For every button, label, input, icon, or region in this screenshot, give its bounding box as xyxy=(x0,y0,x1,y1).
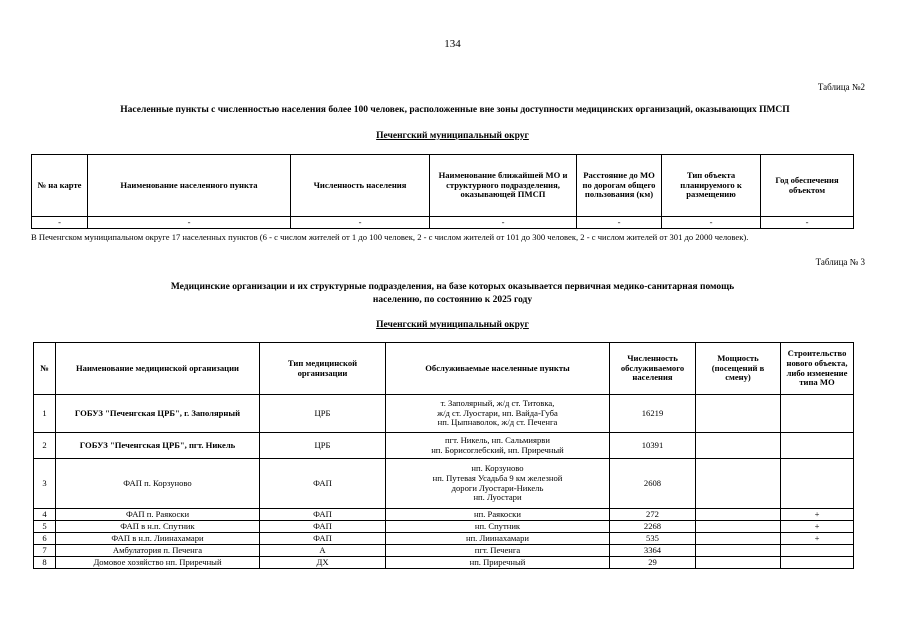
organization-name: ФАП в н.п. Лиинахамари xyxy=(56,533,260,545)
organization-type: ФАП xyxy=(260,533,386,545)
table2-note: В Печенгском муниципальном округе 17 населенных пунктов (6 - с числом жителей от 1 до 100 человек, 2 - с числом жителей от 101 до 300 человек, 2 - с числом жителей от 301 до 2000 человек). xyxy=(31,232,749,242)
capacity xyxy=(696,533,781,545)
served-population: 16219 xyxy=(610,395,696,433)
construction-mark: + xyxy=(781,533,854,545)
served-population: 2608 xyxy=(610,459,696,509)
table3-header-cell: Численность обслуживаемого населения xyxy=(610,343,696,395)
table2-header-cell: № на карте xyxy=(32,155,88,217)
table3-header-cell: Наименование медицинской организации xyxy=(56,343,260,395)
capacity xyxy=(696,509,781,521)
served-population: 535 xyxy=(610,533,696,545)
table-row xyxy=(34,509,854,521)
construction-mark xyxy=(781,557,854,569)
organization-name: ФАП в н.п. Спутник xyxy=(56,521,260,533)
served-population: 3364 xyxy=(610,545,696,557)
organization-name: ФАП п. Корзуново xyxy=(56,459,260,509)
construction-mark: + xyxy=(781,509,854,521)
table2-district: Печенгский муниципальный округ xyxy=(376,131,529,141)
organization-type: ФАП xyxy=(260,509,386,521)
table-row xyxy=(34,521,854,533)
row-number: 4 xyxy=(34,509,56,521)
organization-name: ГОБУЗ "Печенгская ЦРБ", пгт. Никель xyxy=(56,433,260,459)
table2-header-cell: Год обеспечения объектом xyxy=(761,155,854,217)
table2-cell: - xyxy=(88,217,291,229)
organization-type: ЦРБ xyxy=(260,395,386,433)
construction-mark xyxy=(781,395,854,433)
capacity xyxy=(696,433,781,459)
table-row xyxy=(34,545,854,557)
organization-name: Амбулатория п. Печенга xyxy=(56,545,260,557)
table3-header-cell: Обслуживаемые населенные пункты xyxy=(386,343,610,395)
table3-header-row xyxy=(34,343,854,395)
table2-cell: - xyxy=(32,217,88,229)
table2-cell: - xyxy=(662,217,761,229)
served-settlements: нп. Спутник xyxy=(386,521,610,533)
served-population: 2268 xyxy=(610,521,696,533)
row-number: 7 xyxy=(34,545,56,557)
capacity xyxy=(696,557,781,569)
capacity xyxy=(696,545,781,557)
page-number: 134 xyxy=(444,38,461,50)
construction-mark xyxy=(781,433,854,459)
table-row xyxy=(34,459,854,509)
served-settlements: нп. Лиинахамари xyxy=(386,533,610,545)
row-number: 8 xyxy=(34,557,56,569)
table3-header-cell: Мощность (посещений в смену) xyxy=(696,343,781,395)
construction-mark: + xyxy=(781,521,854,533)
construction-mark xyxy=(781,459,854,509)
table-row xyxy=(34,557,854,569)
capacity xyxy=(696,395,781,433)
table3-label: Таблица № 3 xyxy=(815,257,865,267)
served-settlements: нп. Корзуново нп. Путевая Усадьба 9 км железной дороги Луостари-Никель нп. Луостари xyxy=(386,459,610,509)
table2-header-cell: Тип объекта планируемого к размещению xyxy=(662,155,761,217)
table2-header-cell: Наименование ближайшей МО и структурного подразделения, оказывающей ПМСП xyxy=(430,155,577,217)
table2-label: Таблица №2 xyxy=(817,82,865,92)
table2-title: Населенные пункты с численностью населения более 100 человек, расположенные вне зоны доступности медицинских организаций, оказывающих ПМСП xyxy=(120,105,790,115)
construction-mark xyxy=(781,545,854,557)
table2-header-cell: Наименование населенного пункта xyxy=(88,155,291,217)
served-settlements: пгт. Печенга xyxy=(386,545,610,557)
table3-header-cell: Строительство нового объекта, либо изменение типа МО xyxy=(781,343,854,395)
table2-cell: - xyxy=(761,217,854,229)
served-population: 10391 xyxy=(610,433,696,459)
table-row xyxy=(34,395,854,433)
row-number: 3 xyxy=(34,459,56,509)
served-settlements: пгт. Никель, нп. Сальмиярви нп. Борисоглебский, нп. Приречный xyxy=(386,433,610,459)
organization-type: А xyxy=(260,545,386,557)
organization-name: ФАП п. Раякоски xyxy=(56,509,260,521)
table-row xyxy=(32,217,854,229)
organization-type: ДХ xyxy=(260,557,386,569)
table3 xyxy=(33,342,854,569)
table2 xyxy=(31,154,854,229)
organization-type: ЦРБ xyxy=(260,433,386,459)
table-row xyxy=(34,433,854,459)
table2-header-cell: Численность населения xyxy=(291,155,430,217)
served-settlements: нп. Приречный xyxy=(386,557,610,569)
organization-type: ФАП xyxy=(260,521,386,533)
table2-header-row xyxy=(32,155,854,217)
row-number: 2 xyxy=(34,433,56,459)
served-population: 272 xyxy=(610,509,696,521)
organization-name: Домовое хозяйство нп. Приречный xyxy=(56,557,260,569)
served-population: 29 xyxy=(610,557,696,569)
table2-header-cell: Расстояние до МО по дорогам общего пользования (км) xyxy=(577,155,662,217)
table2-cell: - xyxy=(430,217,577,229)
organization-type: ФАП xyxy=(260,459,386,509)
table-row xyxy=(34,533,854,545)
table3-title: Медицинские организации и их структурные подразделения, на базе которых оказывается первичная медико-санитарная помощь населению, по состоянию к 2025 году xyxy=(170,282,735,305)
organization-name: ГОБУЗ "Печенгская ЦРБ", г. Заполярный xyxy=(56,395,260,433)
capacity xyxy=(696,521,781,533)
row-number: 5 xyxy=(34,521,56,533)
table2-cell: - xyxy=(577,217,662,229)
table3-district: Печенгский муниципальный округ xyxy=(376,320,529,330)
table3-header-cell: Тип медицинской организации xyxy=(260,343,386,395)
served-settlements: нп. Раякоски xyxy=(386,509,610,521)
table2-cell: - xyxy=(291,217,430,229)
served-settlements: т. Заполярный, ж/д ст. Титовка, ж/д ст. Луостари, нп. Вайда-Губа нп. Цыпнаволок, ж/д ст. Печенга xyxy=(386,395,610,433)
row-number: 1 xyxy=(34,395,56,433)
table3-header-cell: № xyxy=(34,343,56,395)
capacity xyxy=(696,459,781,509)
row-number: 6 xyxy=(34,533,56,545)
